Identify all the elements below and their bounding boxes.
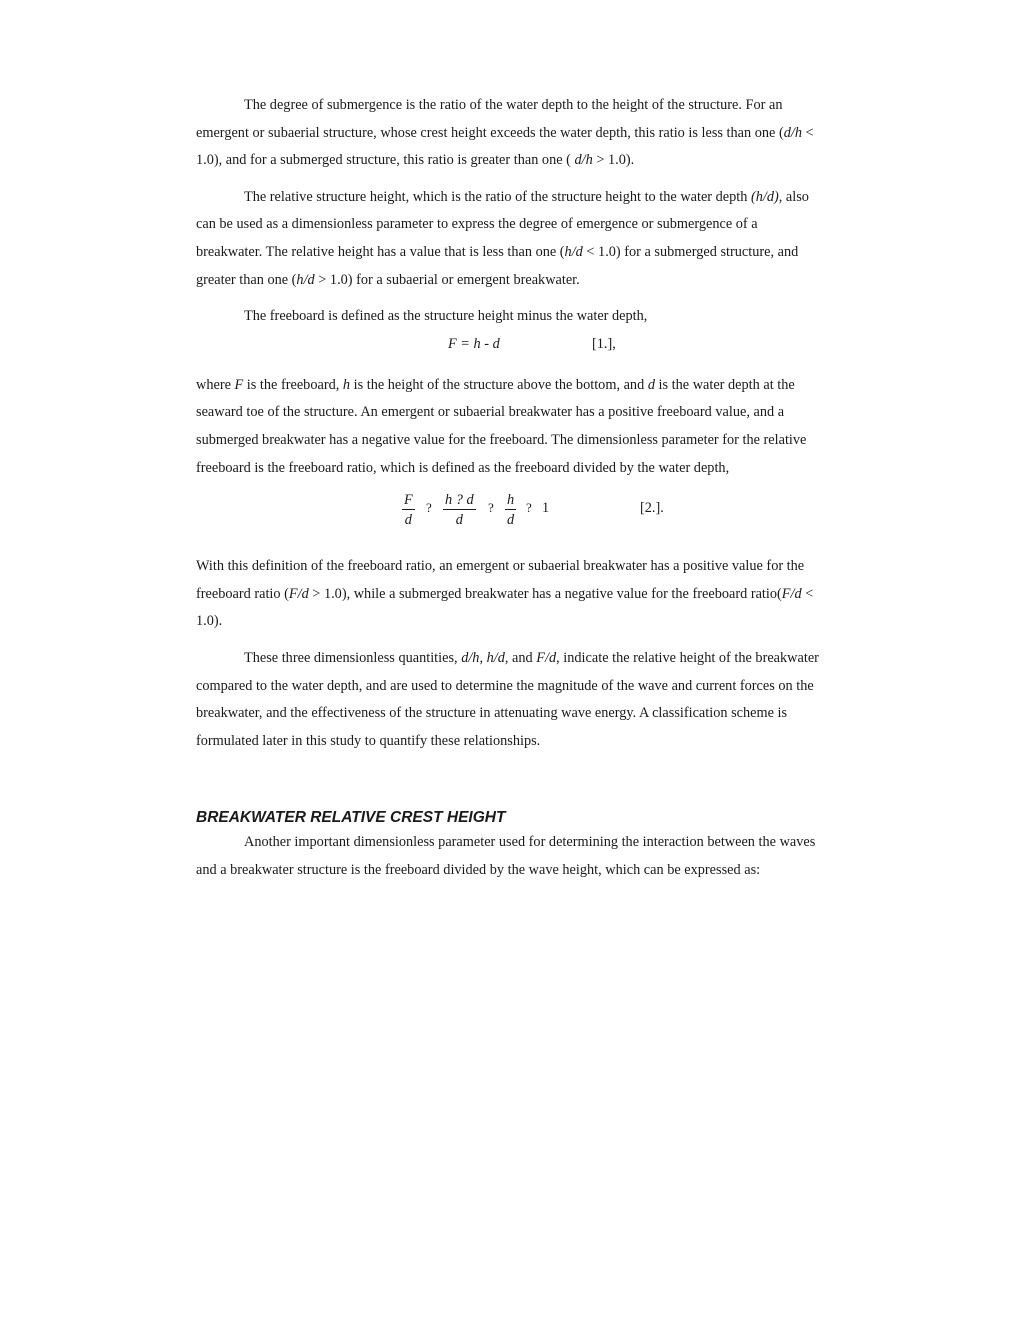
equation-operator: ? (488, 500, 494, 516)
document-page (196, 92, 824, 893)
text-run: < 1.0), and for a submerged structure, this ratio is greater than one ( (196, 124, 814, 169)
math-variable: d/h (574, 152, 593, 169)
paragraph-freeboard-ratio (196, 553, 824, 636)
math-variable: h/d (296, 271, 315, 288)
text-run: is the freeboard, (243, 376, 343, 393)
fraction-denominator: d (455, 512, 463, 529)
text-run: > 1.0) for a subaerial or emergent breakwater. (314, 271, 580, 288)
text-run: , and (504, 649, 537, 666)
math-variable: (h/d) (750, 188, 779, 205)
fraction-numerator: h (507, 492, 515, 509)
fraction-denominator: d (404, 512, 412, 529)
math-variable: F/d (288, 585, 309, 602)
equation-operator: ? (426, 500, 432, 516)
equation-1-number: [1.], (592, 335, 616, 352)
section-heading: BREAKWATER RELATIVE CREST HEIGHT (196, 809, 506, 827)
equation-operator: ? (526, 500, 532, 516)
paragraph-freeboard-definition: The freeboard is defined as the structure height minus the water depth, (244, 308, 648, 325)
equation-constant: 1 (542, 500, 550, 517)
text-run: The degree of submergence is the ratio of the water depth to the height of the structure. For an emergent or subaerial structure, whose crest height exceeds the water depth, this ratio is less than one ( (196, 97, 784, 141)
math-variable: d/h (461, 649, 480, 666)
math-variable: h (342, 376, 351, 393)
text-run: > 1.0), while a submerged breakwater has a negative value for the freeboard ratio( (308, 585, 782, 602)
paragraph-crest-height: Another important dimensionless parameter used for determining the interaction between the waves and a breakwater structure is the freeboard divided by the wave height, which can be expressed as: (196, 834, 816, 878)
text-run: is the water depth at the seaward toe of the structure. An emergent or subaerial breakwater has a positive freeboard value, and a submerged breakwater has a negative value for the freeboard. The dimensionless parameter for the relative freeboard is the freeboard ratio, which is defined as the freeboard divided by the water depth, (196, 376, 807, 476)
equation-1-expression: F = h - d (448, 335, 500, 352)
text-run: < 1.0) for a submerged structure, and greater than one ( (196, 243, 799, 288)
fraction-h-over-d (505, 491, 516, 530)
paragraph-dimensionless-quantities (196, 645, 824, 755)
text-run: is the height of the structure above the bottom, and (350, 376, 648, 393)
paragraph-relative-height (196, 184, 824, 294)
equation-1 (196, 336, 824, 362)
math-variable: F/d (781, 585, 802, 602)
math-variable: d (647, 376, 655, 393)
math-variable: F/d (536, 649, 557, 666)
text-run: , indicate the relative height of the breakwater compared to the water depth, and are used to determine the magnitude of the wave and current forces on the breakwater, and the effectiveness of the structure in attenuating wave energy. A classification scheme is formulated later in this study to quantify these relationships. (196, 649, 819, 749)
fraction-f-over-d (402, 491, 415, 530)
text-run: The relative structure height, which is the ratio of the structure height to the water depth (244, 188, 751, 205)
text-run: where (196, 376, 235, 393)
paragraph-freeboard-explanation (196, 372, 824, 482)
fraction-numerator: h ? d (445, 492, 474, 509)
fraction-numerator: F (404, 492, 413, 509)
text-run: With this definition of the freeboard ratio, an emergent or subaerial breakwater has a positive value for the freeboard ratio ( (196, 558, 805, 602)
math-variable: h/d (486, 649, 505, 666)
fraction-h-minus-d-over-d (443, 491, 476, 530)
text-run: < 1.0). (196, 585, 814, 630)
math-variable: d/h (783, 124, 802, 141)
text-run: These three dimensionless quantities, (244, 649, 462, 666)
fraction-denominator: d (507, 512, 515, 529)
math-variable: h/d (564, 243, 583, 260)
math-variable: F (234, 376, 244, 393)
equation-2-number: [2.]. (640, 500, 664, 517)
text-run: > 1.0). (592, 152, 635, 169)
text-run: , also can be used as a dimensionless parameter to express the degree of emergence or submergence of a breakwater. The relative height has a value that is less than one ( (196, 188, 809, 260)
text-run: , (479, 649, 487, 666)
paragraph-submergence (196, 92, 824, 175)
equation-2 (196, 491, 824, 537)
